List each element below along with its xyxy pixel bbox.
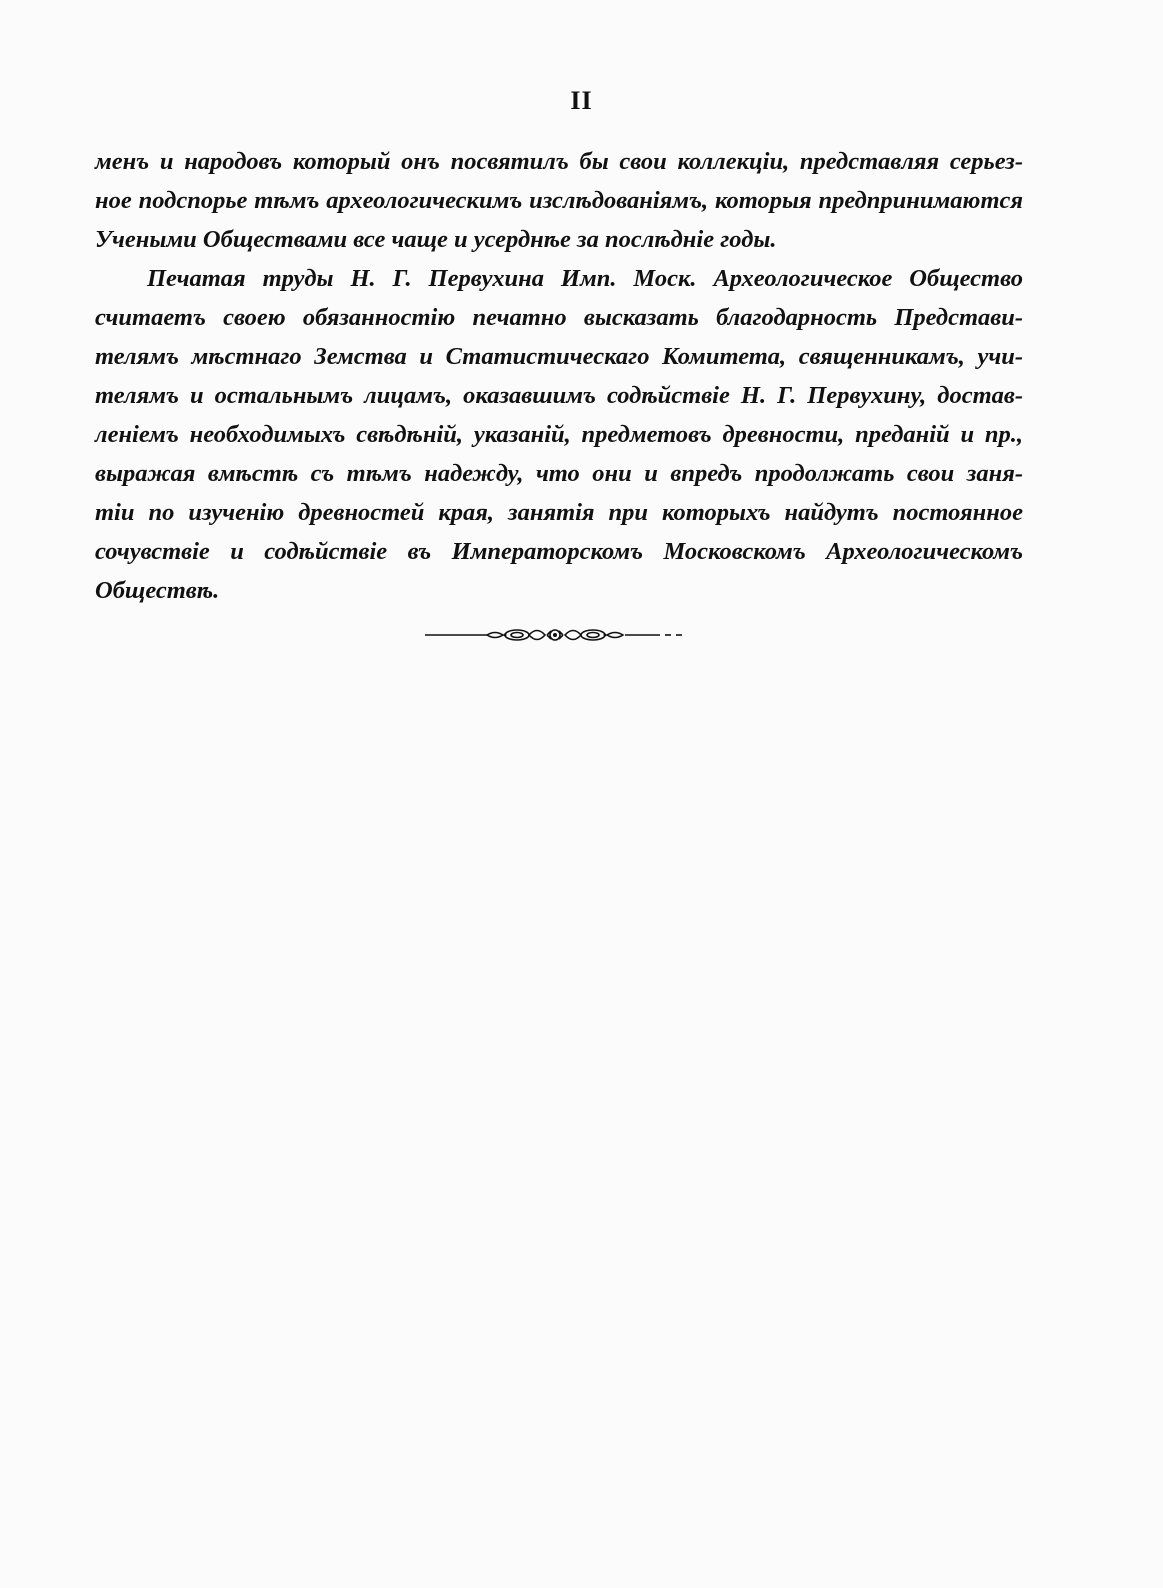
text-line: сочувствіе и содѣйствіе въ Императорскомъ Московскомъ Археологическомъ	[95, 538, 1023, 565]
text-line: тіи по изученію древностей края, занятія при которыхъ найдутъ постоянное	[95, 499, 1023, 526]
text-line: Печатая труды Н. Г. Первухина Имп. Моск. Археологическое Общество	[147, 265, 1023, 292]
text-line: считаетъ своею обязанностію печатно высказать благодарность Представи-	[95, 304, 1023, 331]
text-line: Обществѣ.	[95, 577, 220, 604]
text-line: телямъ мѣстнаго Земства и Статистическаго Комитета, священникамъ, учи-	[95, 343, 1023, 370]
paragraph-1	[95, 142, 1023, 259]
text-line: выражая вмѣстѣ съ тѣмъ надежду, что они и впредъ продолжать свои заня-	[95, 460, 1023, 487]
paragraph-2	[95, 259, 1023, 610]
page-number: II	[570, 86, 593, 115]
text-line: леніемъ необходимыхъ свѣдѣній, указаній, предметовъ древности, преданій и пр.,	[95, 421, 1023, 448]
body-text	[95, 142, 1023, 610]
decorative-rule-ornament-icon	[425, 620, 685, 650]
text-line: менъ и народовъ который онъ посвятилъ бы свои коллекціи, представляя серьез-	[95, 148, 1023, 175]
text-line: ное подспорье тѣмъ археологическимъ изслѣдованіямъ, которыя предпринимаются	[95, 187, 1023, 214]
text-line: телямъ и остальнымъ лицамъ, оказавшимъ содѣйствіе Н. Г. Первухину, достав-	[95, 382, 1023, 409]
text-line: Учеными Обществами все чаще и усерднѣе за послѣдніе годы.	[95, 226, 777, 253]
